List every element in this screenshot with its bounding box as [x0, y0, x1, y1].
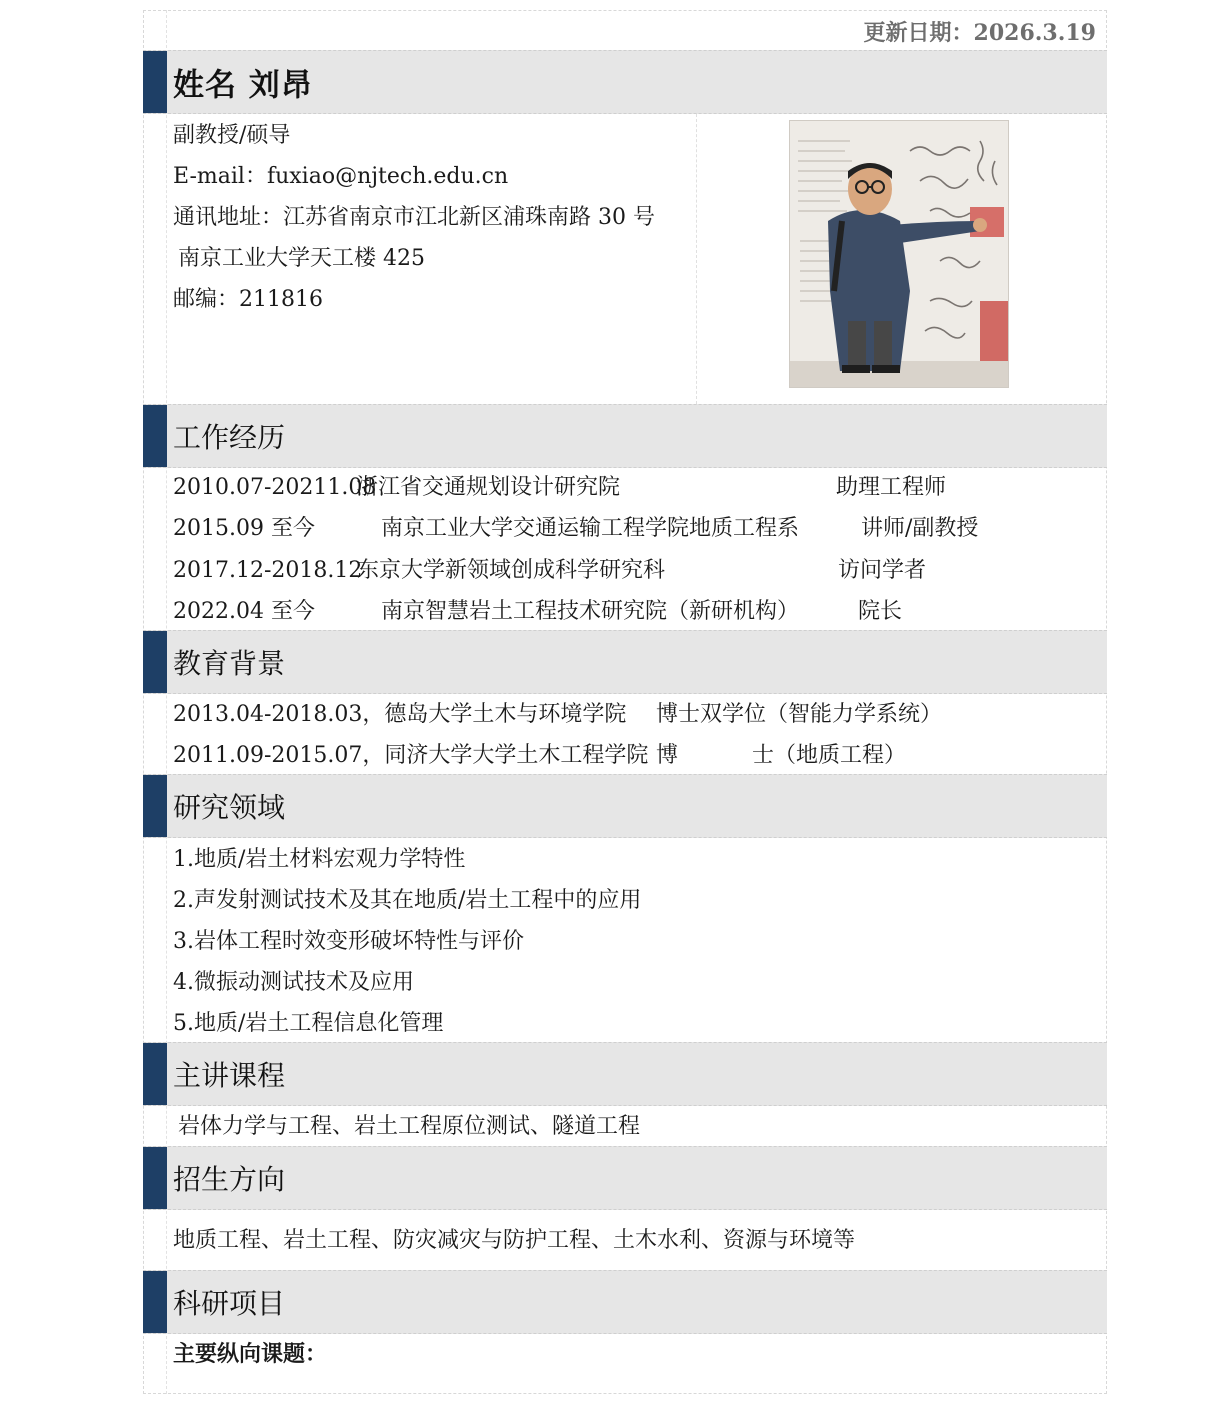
research-section-header	[143, 774, 1107, 838]
education-section-title: 教育背景	[173, 647, 286, 680]
research-item: 4.微振动测试技术及应用	[173, 970, 414, 995]
education-section-header	[143, 630, 1107, 694]
update-date: 更新日期：2026.3.19	[863, 20, 1096, 46]
education-degree: 博士双学位（智能力学系统）	[656, 702, 943, 727]
research-item: 5.地质/岩土工程信息化管理	[173, 1011, 444, 1036]
section-marker	[143, 51, 167, 113]
name-header	[143, 50, 1107, 114]
education-entry: 2013.04-2018.03，德岛大学土木与环境学院	[173, 702, 627, 727]
enrollment-list: 地质工程、岩土工程、防灾减灾与防护工程、土木水利、资源与环境等	[173, 1228, 856, 1253]
education-degree-detail: 士（地质工程）	[752, 743, 907, 768]
section-marker	[143, 1271, 167, 1333]
work-role: 院长	[858, 599, 903, 624]
courses-list: 岩体力学与工程、岩土工程原位测试、隧道工程	[178, 1114, 641, 1139]
profile-email: E-mail：fuxiao@njtech.edu.cn	[173, 164, 509, 189]
projects-subheading: 主要纵向课题：	[173, 1342, 328, 1367]
work-role: 访问学者	[838, 558, 927, 583]
section-marker	[143, 775, 167, 837]
portrait-illustration	[790, 121, 1009, 388]
work-role: 讲师/副教授	[861, 516, 979, 541]
projects-section-title: 科研项目	[173, 1287, 286, 1320]
profile-divider	[696, 114, 697, 404]
work-section-title: 工作经历	[173, 421, 286, 454]
education-entry: 2011.09-2015.07，同济大学大学土木工程学院	[173, 743, 649, 768]
work-role: 助理工程师	[836, 475, 947, 500]
enrollment-section-title: 招生方向	[173, 1163, 286, 1196]
work-period: 2010.07-20211.08	[173, 475, 377, 500]
courses-section-header	[143, 1042, 1107, 1106]
work-org: 南京智慧岩土工程技术研究院（新研机构）	[381, 599, 800, 624]
research-section-title: 研究领域	[173, 791, 286, 824]
work-org: 东京大学新领域创成科学研究科	[357, 558, 666, 583]
work-period: 2017.12-2018.12	[173, 558, 363, 583]
research-item: 3.岩体工程时效变形破坏特性与评价	[173, 929, 524, 954]
section-marker	[143, 631, 167, 693]
profile-address-building: 南京工业大学天工楼 425	[178, 246, 425, 271]
projects-section-header	[143, 1270, 1107, 1334]
profile-title: 副教授/硕导	[173, 123, 291, 148]
section-marker	[143, 1043, 167, 1105]
work-section-header	[143, 404, 1107, 468]
profile-address: 通讯地址：江苏省南京市江北新区浦珠南路 30 号	[173, 205, 655, 230]
enrollment-section-header	[143, 1146, 1107, 1210]
person-name: 姓名 刘昂	[173, 67, 313, 104]
work-period: 2015.09 至今	[173, 516, 315, 541]
section-marker	[143, 405, 167, 467]
research-item: 2.声发射测试技术及其在地质/岩土工程中的应用	[173, 888, 642, 913]
work-period: 2022.04 至今	[173, 599, 315, 624]
profile-postcode: 邮编：211816	[173, 287, 323, 312]
work-org: 浙江省交通规划设计研究院	[356, 475, 621, 500]
education-degree: 博	[656, 743, 679, 768]
research-item: 1.地质/岩土材料宏观力学特性	[173, 847, 466, 872]
portrait-photo	[789, 120, 1009, 388]
section-marker	[143, 1147, 167, 1209]
courses-section-title: 主讲课程	[173, 1059, 286, 1092]
work-org: 南京工业大学交通运输工程学院地质工程系	[381, 516, 800, 541]
